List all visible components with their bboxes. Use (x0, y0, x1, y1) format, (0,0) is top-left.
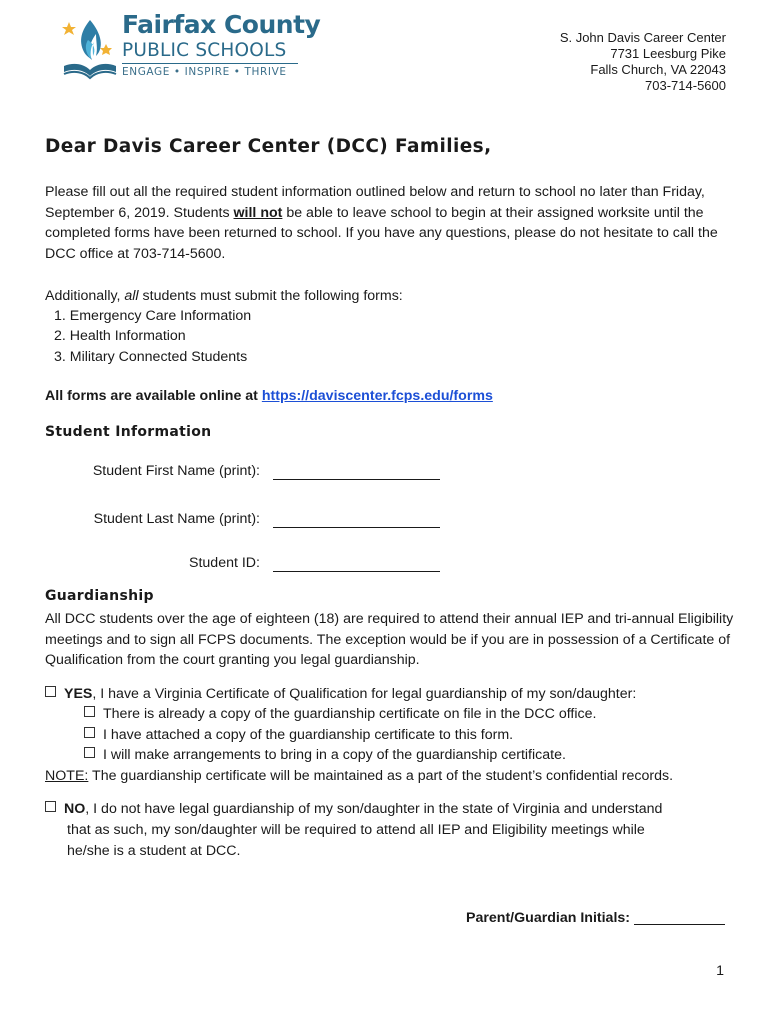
intro-text-1: Please fill out all the required student information outlined below and return to school no later than Friday, September 6, 2019. Students (45, 184, 705, 221)
address-city: Falls Church, VA 22043 (590, 62, 726, 77)
guardianship-note (45, 766, 673, 787)
yes-sub-option-2 (84, 725, 513, 746)
guardianship-paragraph: All DCC students over the age of eighteen (18) are required to attend their annual IEP and tri-annual Eligibility meetings and to sign all FCPS documents. The exception would be if you are in possession of a Certificate of Qualification from the court granting you legal guardianship. (45, 611, 734, 669)
guardianship-heading: Guardianship (45, 588, 154, 604)
intro-paragraph (45, 182, 735, 264)
forms-link[interactable]: https://daviscenter.fcps.edu/forms (261, 388, 493, 404)
yes-text: , I have a Virginia Certificate of Qualification for legal guardianship of my son/daughter: (92, 686, 637, 702)
no-option (45, 799, 662, 820)
sub-option-checkbox[interactable] (84, 727, 95, 738)
note-label: NOTE: (45, 768, 89, 784)
logo-subtitle: PUBLIC SCHOOLS (122, 40, 287, 61)
student-id-field[interactable] (273, 571, 440, 572)
logo-title: Fairfax County (122, 10, 321, 39)
initials-field[interactable] (634, 924, 725, 925)
forms-list-item: 2. Health Information (54, 328, 186, 344)
logo-tagline: ENGAGE • INSPIRE • THRIVE (122, 66, 287, 78)
sub-option-checkbox[interactable] (84, 747, 95, 758)
student-id-label: Student ID: (189, 555, 260, 571)
yes-checkbox[interactable] (45, 686, 56, 697)
yes-label: YES (64, 686, 93, 702)
forms-online-label: All forms are available online at (45, 388, 262, 404)
forms-intro (45, 286, 403, 307)
note-text: The guardianship certificate will be maintained as a part of the student’s confidential records. (88, 768, 674, 784)
torch-book-logo-icon (60, 16, 120, 82)
first-name-label: Student First Name (print): (92, 463, 260, 479)
student-info-heading: Student Information (45, 424, 212, 440)
forms-online-line (45, 386, 493, 407)
forms-list-item: 3. Military Connected Students (54, 349, 248, 365)
no-text-line-3: he/she is a student at DCC. (67, 843, 241, 859)
last-name-label: Student Last Name (print): (93, 511, 260, 527)
yes-sub-option-3 (84, 745, 566, 766)
sub-option-checkbox[interactable] (84, 706, 95, 717)
first-name-field[interactable] (273, 479, 440, 480)
no-checkbox[interactable] (45, 801, 56, 812)
initials-label: Parent/Guardian Initials: (466, 910, 630, 926)
forms-list-item: 1. Emergency Care Information (54, 308, 252, 324)
page-number: 1 (716, 963, 724, 979)
yes-option (45, 684, 636, 705)
sub-option-text: I have attached a copy of the guardianship certificate to this form. (103, 727, 514, 743)
forms-intro-a: Additionally, (45, 288, 125, 304)
no-label: NO (64, 801, 86, 817)
last-name-field[interactable] (273, 527, 440, 528)
intro-text-2: be able to leave school to begin at their assigned worksite until the completed forms have been returned to school. If you have any questions, please do not hesitate to call the DCC office at 703-714-5600. (45, 204, 718, 262)
address-name: S. John Davis Career Center (559, 30, 726, 45)
address-phone: 703-714-5600 (645, 78, 726, 93)
intro-emphasis: will not (233, 204, 283, 221)
sub-option-text: There is already a copy of the guardianship certificate on file in the DCC office. (103, 706, 597, 722)
address-street: 7731 Leesburg Pike (610, 46, 726, 61)
no-text-line-1: , I do not have legal guardianship of my son/daughter in the state of Virginia and understand (85, 801, 663, 817)
logo-divider (122, 63, 298, 64)
forms-intro-emphasis: all (124, 288, 139, 304)
forms-intro-b: students must submit the following forms: (138, 288, 403, 304)
no-text-line-2: that as such, my son/daughter will be required to attend all IEP and Eligibility meetings while (67, 822, 645, 838)
page-title: Dear Davis Career Center (DCC) Families, (45, 136, 492, 157)
fcps-logo (52, 10, 321, 80)
sub-option-text: I will make arrangements to bring in a copy of the guardianship certificate. (103, 747, 566, 763)
yes-sub-option-1 (84, 704, 596, 725)
